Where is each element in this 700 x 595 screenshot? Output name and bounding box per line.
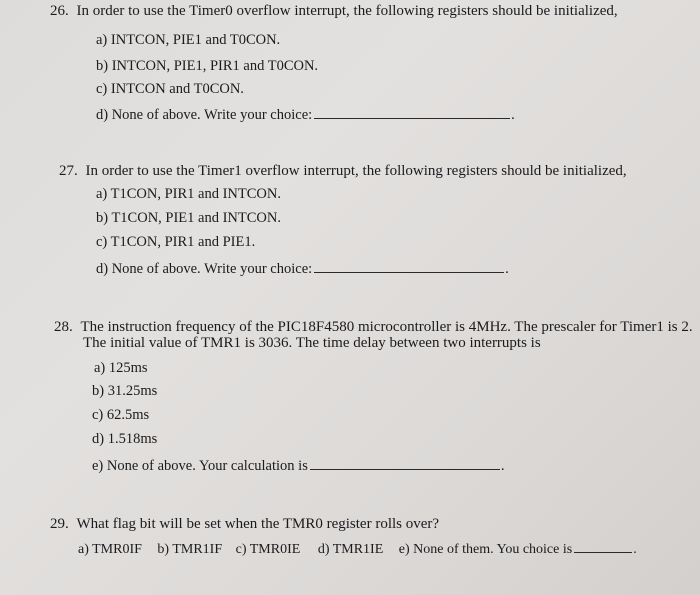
period: . [633,542,637,557]
answer-blank-27[interactable] [314,260,504,273]
option-27d-text: d) None of above. Write your choice: [96,261,313,277]
option-28b: b) 31.25ms [92,383,158,399]
option-26b: b) INTCON, PIE1, PIR1 and T0CON. [96,58,319,74]
option-29c: c) TMR0IE [235,542,301,557]
period: . [505,261,509,277]
option-29e: e) None of them. You choice is [398,542,573,557]
option-29a: a) TMR0IF [78,542,142,557]
option-28a: a) 125ms [94,360,148,376]
period: . [511,107,515,123]
question-number: 28. [54,319,73,335]
question-28-line2 [83,335,541,352]
question-text-line2: The initial value of TMR1 is 3036. The time delay between two interrupts is [83,335,541,351]
question-28 [54,319,693,336]
question-text: In order to use the Timer1 overflow interrupt, the following registers should be initialized, [85,163,627,179]
option-28e-text: e) None of above. Your calculation is [92,458,308,474]
option-26d-text: d) None of above. Write your choice: [96,107,313,123]
question-text: What flag bit will be set when the TMR0 register rolls over? [76,516,440,532]
option-26d [96,106,515,124]
question-text-line1: The instruction frequency of the PIC18F4580 microcontroller is 4MHz. The prescaler for Timer1 is 2. [80,319,693,335]
option-27b: b) T1CON, PIE1 and INTCON. [96,210,281,226]
period: . [500,458,505,474]
option-27a: a) T1CON, PIR1 and INTCON. [96,186,281,202]
question-27 [59,163,627,180]
option-26a: a) INTCON, PIE1 and T0CON. [96,32,281,48]
option-29d: d) TMR1IE [317,542,384,557]
answer-blank-26[interactable] [314,106,510,119]
question-number: 26. [50,3,69,19]
question-number: 29. [50,516,69,532]
option-28e [92,457,504,475]
option-29b: b) TMR1IF [157,542,223,557]
option-28d: d) 1.518ms [92,431,158,447]
answer-blank-29[interactable] [574,540,632,553]
question-26 [50,3,618,20]
question-29 [50,516,439,533]
option-27d [96,260,509,278]
option-28c: c) 62.5ms [92,407,150,423]
answer-blank-28[interactable] [310,457,500,470]
question-number: 27. [59,163,78,179]
question-text: In order to use the Timer0 overflow interrupt, the following registers should be initialized, [76,3,618,19]
option-27c: c) T1CON, PIR1 and PIE1. [96,234,256,250]
options-29-row [78,540,637,558]
option-26c: c) INTCON and T0CON. [96,81,244,97]
